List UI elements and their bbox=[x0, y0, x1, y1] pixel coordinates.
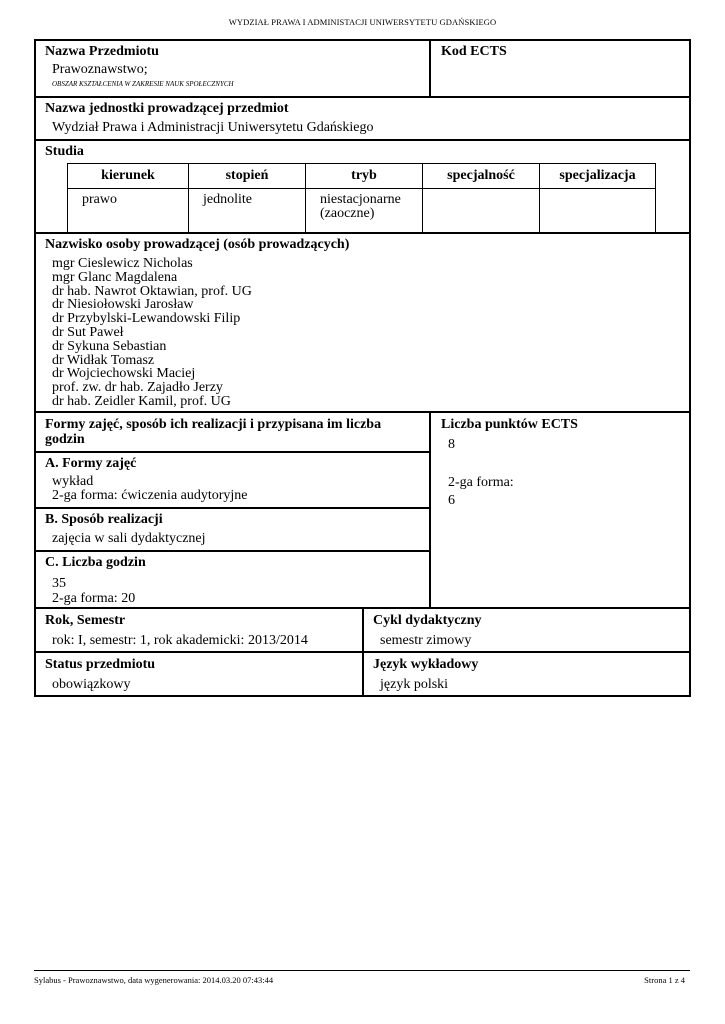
divider bbox=[34, 411, 691, 413]
column-header: kierunek bbox=[68, 164, 189, 189]
course-name-value: Prawoznawstwo; bbox=[52, 62, 148, 77]
divider bbox=[34, 96, 691, 98]
list-item: dr Sut Paweł bbox=[52, 324, 124, 340]
status-value: obowiązkowy bbox=[52, 677, 131, 692]
document-header: WYDZIAŁ PRAWA I ADMINISTACJI UNIWERSYTETU GDAŃSKIEGO bbox=[228, 17, 497, 27]
divider bbox=[429, 411, 431, 609]
column-header: specjalność bbox=[423, 164, 540, 189]
forms-c-label: C. Liczba godzin bbox=[45, 555, 146, 570]
list-item: dr Niesiołowski Jarosław bbox=[52, 297, 194, 313]
divider bbox=[34, 507, 431, 509]
footer-divider bbox=[34, 970, 690, 971]
forms-label bbox=[45, 417, 381, 447]
ects-points-value: 8 bbox=[448, 437, 455, 452]
forms-b-label: B. Sposób realizacji bbox=[45, 512, 163, 527]
year-value: rok: I, semestr: 1, rok akademicki: 2013/2014 bbox=[52, 633, 308, 648]
table-header-row bbox=[68, 164, 656, 189]
course-name-label: Nazwa Przedmiotu bbox=[45, 44, 159, 59]
list-item: mgr Cieslewicz Nicholas bbox=[52, 256, 193, 271]
table-cell: niestacjonarne (zaoczne) bbox=[306, 189, 423, 234]
unit-label: Nazwa jednostki prowadzącej przedmiot bbox=[45, 101, 289, 116]
unit-value: Wydział Prawa i Administracji Uniwersytetu Gdańskiego bbox=[52, 120, 374, 135]
divider bbox=[34, 550, 431, 552]
list-item: dr Widłak Tomasz bbox=[52, 352, 155, 368]
table-cell: jednolite bbox=[189, 189, 306, 234]
divider bbox=[362, 607, 364, 697]
table-cell bbox=[423, 189, 540, 234]
forms-a-value: 2-ga forma: ćwiczenia audytoryjne bbox=[52, 488, 248, 503]
language-value: język polski bbox=[380, 677, 449, 692]
forms-label-line: Formy zajęć, sposób ich realizacji i przypisana im liczba bbox=[45, 417, 382, 432]
forms-c-value: 2-ga forma: 20 bbox=[52, 591, 136, 606]
divider bbox=[429, 39, 431, 98]
forms-a-value: wykład bbox=[52, 474, 94, 489]
column-header: specjalizacja bbox=[540, 164, 656, 189]
list-item: dr hab. Zeidler Kamil, prof. UG bbox=[52, 393, 231, 409]
language-label: Język wykładowy bbox=[373, 657, 479, 672]
studies-label: Studia bbox=[45, 144, 84, 159]
list-item: mgr Glanc Magdalena bbox=[52, 269, 178, 285]
studies-table bbox=[67, 163, 656, 234]
ects-points-form2-label: 2-ga forma: bbox=[448, 475, 514, 490]
forms-a-label: A. Formy zajęć bbox=[45, 456, 137, 471]
forms-c-value: 35 bbox=[52, 576, 66, 591]
lecturers-list bbox=[52, 257, 252, 409]
ects-points-form2-value: 6 bbox=[448, 493, 455, 508]
cycle-label: Cykl dydaktyczny bbox=[373, 613, 482, 628]
divider bbox=[34, 451, 431, 453]
year-label: Rok, Semestr bbox=[45, 613, 126, 628]
lecturers-label: Nazwisko osoby prowadzącej (osób prowadzących) bbox=[45, 237, 350, 252]
list-item: prof. zw. dr hab. Zajadło Jerzy bbox=[52, 380, 223, 396]
column-header: stopień bbox=[189, 164, 306, 189]
course-area: OBSZAR KSZTAŁCENIA W ZAKRESIE NAUK SPOŁECZNYCH bbox=[52, 80, 234, 88]
cycle-value: semestr zimowy bbox=[380, 633, 472, 648]
list-item: dr Wojciechowski Maciej bbox=[52, 366, 196, 382]
table-cell: prawo bbox=[68, 189, 189, 234]
ects-points-label: Liczba punktów ECTS bbox=[441, 417, 578, 432]
table-row bbox=[68, 189, 656, 234]
forms-label-line: godzin bbox=[45, 432, 85, 447]
forms-b-value: zajęcia w sali dydaktycznej bbox=[52, 531, 206, 546]
divider bbox=[34, 139, 691, 141]
ects-code-label: Kod ECTS bbox=[441, 44, 507, 59]
page-number: Strona 1 z 4 bbox=[644, 975, 685, 985]
list-item: dr Sykuna Sebastian bbox=[52, 338, 167, 354]
column-header: tryb bbox=[306, 164, 423, 189]
list-item: dr Przybylski-Lewandowski Filip bbox=[52, 311, 241, 327]
status-label: Status przedmiotu bbox=[45, 657, 156, 672]
footer-left: Sylabus - Prawoznawstwo, data wygenerowania: 2014.03.20 07:43:44 bbox=[34, 975, 274, 985]
list-item: dr hab. Nawrot Oktawian, prof. UG bbox=[52, 283, 252, 299]
table-cell bbox=[540, 189, 656, 234]
